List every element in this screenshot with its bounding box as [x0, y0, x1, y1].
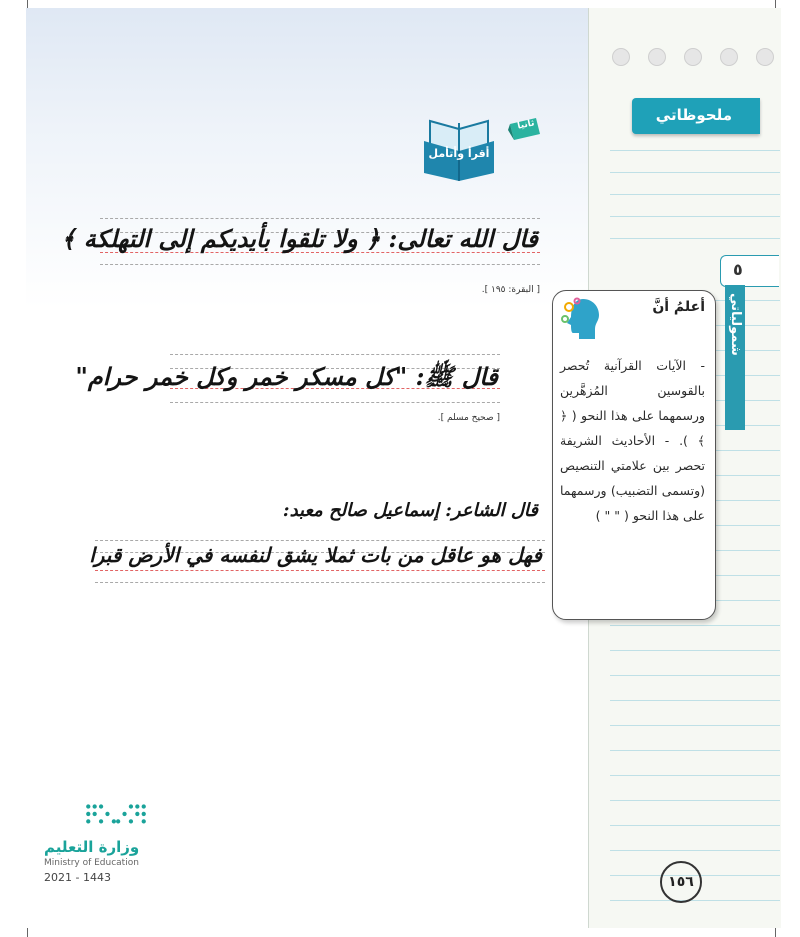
note-line: [610, 625, 780, 626]
note-line: [610, 750, 780, 751]
hadith-quote: قال ﷺ: "كل مسكر خمر وكل خمر حرام": [75, 362, 498, 391]
crop-mark: [775, 0, 776, 8]
ministry-name-en: Ministry of Education: [44, 858, 139, 868]
section-heading: أقرأ وأتأمل: [428, 147, 490, 160]
poem-verse: فهل هو عاقل من بات ثملا يشق لنفسه في الأرض قبرا: [89, 543, 542, 567]
section-badge: ثانيا: [516, 118, 536, 132]
page-sheet: [26, 8, 588, 928]
hadith-source: [ صحيح مسلم ].: [437, 413, 500, 423]
quran-quote: قال الله تعالى: ﴿ ولا تلقوا بأيديكم إلى التهلكة ﴾: [61, 224, 538, 253]
lesson-number: ٥: [733, 260, 743, 279]
ministry-logo: [44, 802, 164, 892]
crop-mark: [775, 928, 776, 937]
poet-intro: قال الشاعر: إسماعيل صالح معبد:: [282, 500, 538, 521]
guide-line: [170, 402, 500, 403]
guide-line: [95, 540, 545, 541]
unit-label: شمولياتي: [728, 293, 743, 356]
binder-hole: [756, 48, 774, 66]
crop-mark: [27, 0, 28, 8]
ministry-year: 2021 - 1443: [44, 871, 111, 884]
binder-hole: [720, 48, 738, 66]
crop-mark: [27, 928, 28, 937]
info-box: [552, 290, 716, 620]
ministry-name-ar: وزارة التعليم: [44, 838, 140, 856]
guide-line: [100, 264, 540, 265]
notes-title-tab: [632, 98, 760, 134]
note-line: [610, 150, 780, 151]
note-line: [610, 194, 780, 195]
guide-line: [100, 218, 540, 219]
binder-hole: [648, 48, 666, 66]
note-line: [610, 775, 780, 776]
guide-line: [95, 582, 545, 583]
note-line: [610, 650, 780, 651]
binder-hole: [684, 48, 702, 66]
quran-source: [ البقرة: ١٩٥ ].: [481, 285, 540, 295]
note-line: [610, 825, 780, 826]
baseline-guide: [95, 570, 545, 571]
ministry-dots-icon: [84, 802, 148, 828]
info-text: - الآيات القرآنية تُحصر بالقوسين المُزهَّرين ورسمهما على هذا النحو ( ﴿ ﴾ ). - الأحاديث الشريفة تحصر بين علامتي التنصيص (وتسمى التضبيب) ورسمهما على هذا النحو ( " " ): [560, 358, 705, 523]
note-line: [610, 172, 780, 173]
note-line: [610, 725, 780, 726]
page-number: ١٥٦: [660, 861, 702, 903]
note-line: [610, 800, 780, 801]
note-line: [610, 238, 780, 239]
note-line: [610, 700, 780, 701]
note-line: [610, 216, 780, 217]
note-line: [610, 675, 780, 676]
thinking-head-icon: [561, 295, 601, 341]
unit-strip: [725, 285, 745, 430]
lesson-number-tab: [720, 255, 779, 287]
notes-title: ملحوظاتي: [655, 106, 732, 124]
guide-line: [170, 354, 500, 355]
info-title: أعلمُ أنَّ: [652, 299, 705, 315]
note-line: [610, 850, 780, 851]
binder-hole: [612, 48, 630, 66]
note-line: [610, 900, 780, 901]
